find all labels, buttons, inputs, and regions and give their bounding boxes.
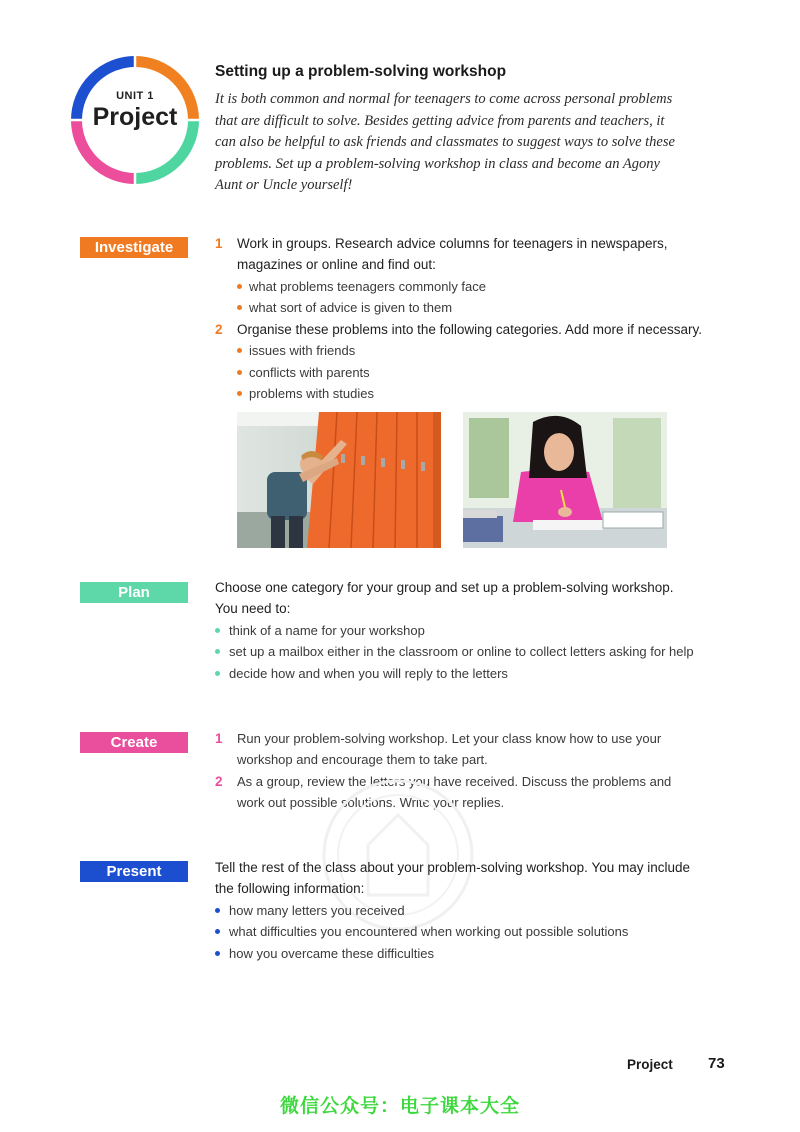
step-number: 1 [215,236,223,251]
bullet-text: what sort of advice is given to them [249,300,453,315]
bullet-text: issues with friends [249,343,356,358]
bullet-text: how you overcame these difficulties [229,946,434,961]
intro-line: problems. Set up a problem-solving workshop in class and become an Agony [215,155,660,172]
bullet-dot [237,305,242,310]
instruction-line: Work in groups. Research advice columns for teenagers in newspapers, [237,236,668,251]
bullet-text: set up a mailbox either in the classroom or online to collect letters asking for help [229,644,694,659]
section-label-present: Present [80,861,188,882]
bullet-text: what problems teenagers commonly face [249,279,487,294]
intro-paragraph [215,89,715,197]
intro-line: can also be helpful to ask friends and classmates to suggest ways to solve these [215,134,675,151]
instruction-line: the following information: [215,881,365,896]
intro-line: Aunt or Uncle yourself! [215,177,353,194]
bullet-dot [237,370,242,375]
watermark-text: 微信公众号：电子课本大全 [279,1096,520,1117]
bullet-dot [215,951,220,956]
instruction-line: You need to: [215,601,291,616]
section-label-create: Create [80,732,188,753]
bullet-dot [215,908,220,913]
bullet-text: how many letters you received [229,903,405,918]
bullet-dot [215,628,220,633]
bullet-dot [237,284,242,289]
page-number: 73 [708,1055,725,1072]
instruction-line: Tell the rest of the class about your problem-solving workshop. You may include [215,860,691,875]
bullet-dot [237,348,242,353]
bullet-dot [215,671,220,676]
instruction-line: workshop and encourage them to take part. [237,752,488,767]
instruction-line: Run your problem-solving workshop. Let your class know how to use your [237,731,662,746]
instruction-line: work out possible solutions. Write your replies. [237,795,505,810]
intro-line: It is both common and normal for teenagers to come across personal problems [215,91,673,107]
page-heading: Setting up a problem-solving workshop [215,63,507,80]
bullet-text: problems with studies [249,386,374,401]
bullet-dot [215,929,220,934]
bullet-dot [215,649,220,654]
section-label-investigate: Investigate [80,237,188,258]
section-label-plan: Plan [80,582,188,603]
bullet-text: decide how and when you will reply to the letters [229,666,508,681]
photo-stressed-boy-at-lockers [237,412,441,548]
step-number: 2 [215,322,223,337]
bullet-text: conflicts with parents [249,365,370,380]
instruction-line: Organise these problems into the following categories. Add more if necessary. [237,322,702,337]
intro-line: that are difficult to solve. Besides getting advice from parents and teachers, it [215,112,665,129]
instruction-line: As a group, review the letters you have received. Discuss the problems and [237,774,672,789]
unit-badge [70,55,200,185]
instruction-line: Choose one category for your group and set up a problem-solving workshop. [215,580,674,595]
unit-badge-title: Project [92,103,178,131]
bullet-dot [237,391,242,396]
footer-section-name: Project [627,1057,673,1072]
instruction-line: magazines or online and find out: [237,257,436,272]
unit-number: UNIT 1 [116,90,154,102]
step-number: 1 [215,731,223,746]
bullet-text: think of a name for your workshop [229,623,425,638]
step-number: 2 [215,774,223,789]
photo-girl-studying [463,412,667,548]
bullet-text: what difficulties you encountered when working out possible solutions [229,924,629,939]
